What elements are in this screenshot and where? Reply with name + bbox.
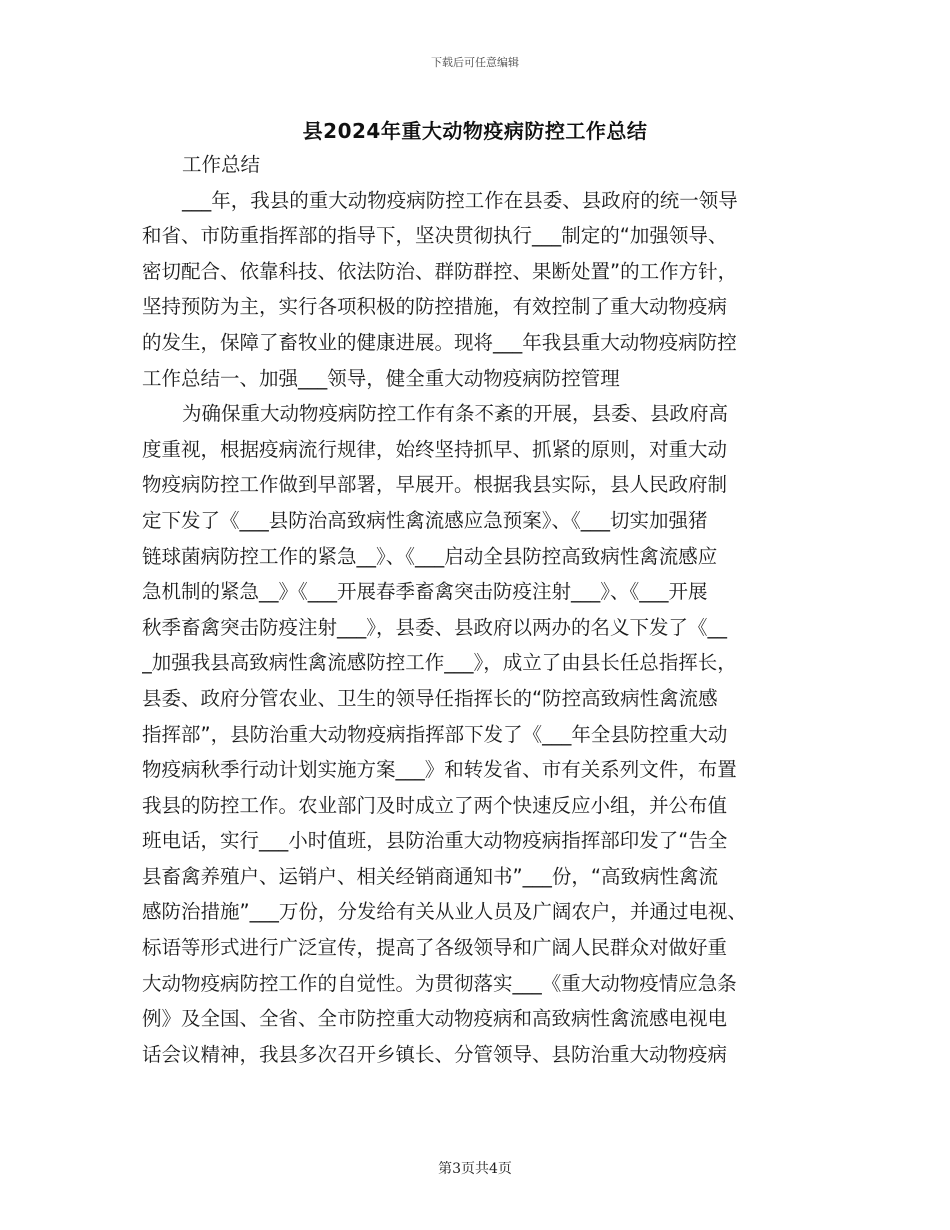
body-line: 定下发了《___县防治高致病性禽流感应急预案》、《___切实加强猪 bbox=[142, 508, 708, 532]
body-line: 例》及全国、全省、全市防控重大动物疫病和高致病性禽流感电视电 bbox=[142, 1007, 728, 1031]
body-line: _加强我县高致病性禽流感防控工作___》，成立了由县长任总指挥长， bbox=[142, 651, 737, 675]
body-line: 度重视，根据疫病流行规律，始终坚持抓早、抓紧的原则，对重大动 bbox=[142, 437, 728, 461]
body-line: 密切配合、依靠科技、依法防治、群防群控、果断处置”的工作方针， bbox=[142, 259, 738, 283]
body-line: 大动物疫病防控工作的自觉性。为贯彻落实___《重大动物疫情应急条 bbox=[142, 971, 737, 995]
body-line: 为确保重大动物疫病防控工作有条不紊的开展，县委、县政府高 bbox=[182, 402, 729, 426]
body-line: 急机制的紧急__》《___开展春季畜禽突击防疫注射___》、《___开展 bbox=[142, 580, 708, 604]
body-line: 工作总结 bbox=[182, 153, 261, 176]
body-line: 县畜禽养殖户、运销户、相关经销商通知书”___份，“高致病性禽流 bbox=[142, 864, 718, 888]
body-line: 我县的防控工作。农业部门及时成立了两个快速反应小组，并公布值 bbox=[142, 793, 728, 817]
body-line: 物疫病防控工作做到早部署，早展开。根据我县实际，县人民政府制 bbox=[142, 473, 728, 497]
body-line: 链球菌病防控工作的紧急__》、《___启动全县防控高致病性禽流感应 bbox=[142, 544, 718, 568]
body-line: 和省、市防重指挥部的指导下，坚决贯彻执行___制定的“加强领导、 bbox=[142, 224, 728, 248]
page-footer: 第3页共4页 bbox=[438, 1161, 512, 1177]
body-line: 县委、政府分管农业、卫生的领导任指挥长的“防控高致病性禽流感 bbox=[142, 686, 718, 710]
body-line: 秋季畜禽突击防疫注射___》，县委、县政府以两办的名义下发了《__ bbox=[142, 615, 728, 639]
body-line: 工作总结一、加强___领导，健全重大动物疫病防控管理 bbox=[142, 366, 620, 390]
body-line: 班电话，实行___小时值班，县防治重大动物疫病指挥部印发了“告全 bbox=[142, 829, 728, 853]
document-title: 县2024年重大动物疫病防控工作总结 bbox=[302, 119, 648, 143]
document-body bbox=[142, 147, 808, 1072]
body-line: 的发生，保障了畜牧业的健康进展。现将___年我县重大动物疫病防控 bbox=[142, 330, 737, 354]
body-line: ___年，我县的重大动物疫病防控工作在县委、县政府的统一领导 bbox=[182, 188, 738, 212]
body-line: 标语等形式进行广泛宣传，提高了各级领导和广阔人民群众对做好重 bbox=[142, 936, 728, 960]
page-header-note: 下载后可任意编辑 bbox=[431, 56, 519, 69]
body-line: 坚持预防为主，实行各项积极的防控措施，有效控制了重大动物疫病 bbox=[142, 295, 728, 319]
body-line: 感防治措施”___万份，分发给有关从业人员及广阔农户，并通过电视、 bbox=[142, 900, 747, 924]
body-line: 话会议精神，我县多次召开乡镇长、分管领导、县防治重大动物疫病 bbox=[142, 1042, 728, 1066]
body-line: 指挥部”，县防治重大动物疫病指挥部下发了《___年全县防控重大动 bbox=[142, 722, 728, 746]
body-line: 物疫病秋季行动计划实施方案___》和转发省、市有关系列文件，布置 bbox=[142, 758, 737, 782]
